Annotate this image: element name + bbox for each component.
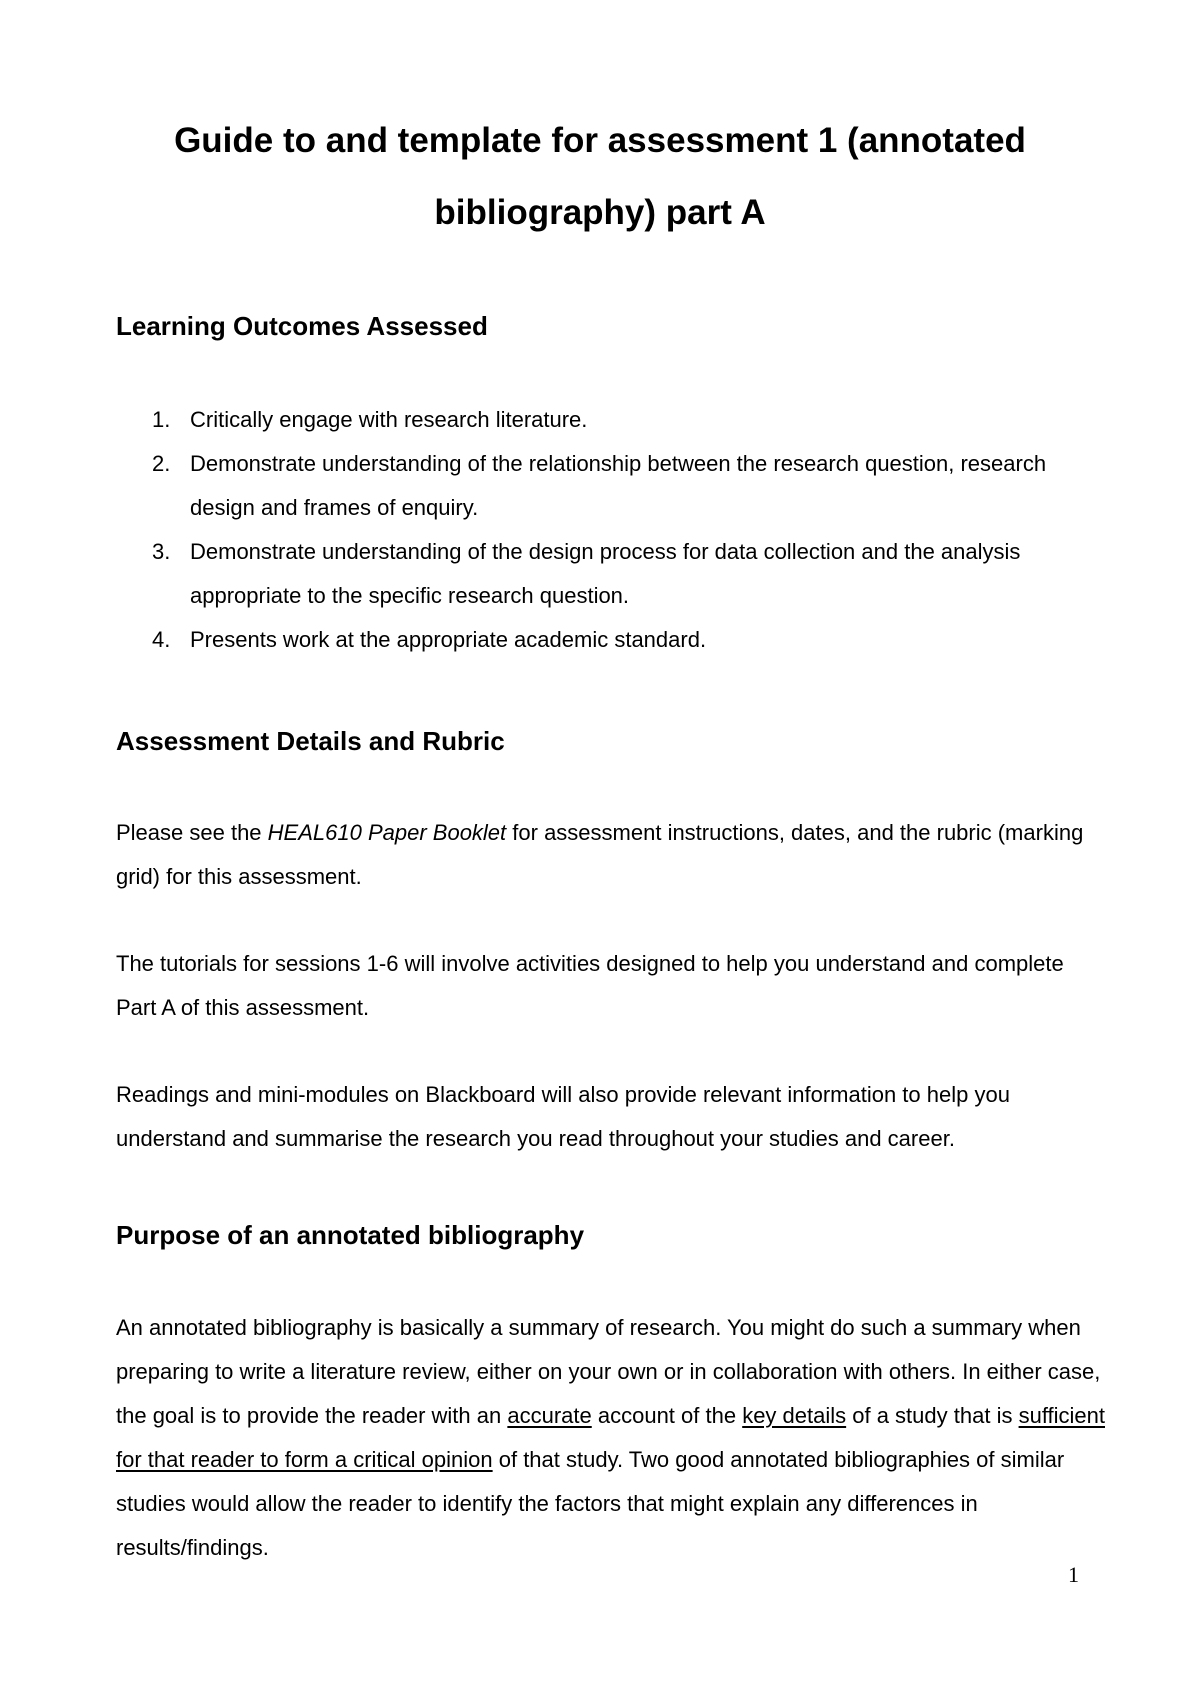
list-item-text: Demonstrate understanding of the design process for data collection and the analysis appropriate to the specific research question.: [190, 539, 1021, 608]
title-line-2: bibliography) part A: [434, 193, 766, 232]
list-item: [116, 398, 1106, 442]
list-item-number: 4.: [152, 627, 171, 652]
list-item-text: Demonstrate understanding of the relationship between the research question, research design and frames of enquiry.: [190, 451, 1047, 520]
paragraph-text: account of the: [591, 1403, 743, 1428]
list-item: [116, 530, 1106, 618]
assessment-details-paragraph-3: Readings and mini-modules on Blackboard will also provide relevant information to help you understand and summarise the research you read throughout your studies and career.: [116, 1082, 1010, 1151]
list-item-number: 3.: [152, 539, 171, 564]
paragraph-text: of a study that is: [846, 1403, 1019, 1428]
list-item-text: Critically engage with research literature.: [190, 407, 588, 432]
purpose-heading: Purpose of an annotated bibliography: [116, 1220, 585, 1250]
assessment-details-heading: Assessment Details and Rubric: [116, 726, 505, 756]
assessment-details-paragraph-1: [116, 811, 1106, 899]
underlined-text: key details: [742, 1403, 847, 1428]
learning-outcomes-list: [116, 398, 1106, 662]
paragraph-text: for assessment instructions, dates, and the rubric (marking grid) for this assessment.: [116, 820, 1084, 889]
purpose-paragraph: [116, 1306, 1106, 1570]
list-item-number: 1.: [152, 407, 171, 432]
title-line-1: Guide to and template for assessment 1 (annotated: [174, 121, 1026, 160]
paragraph-text: An annotated bibliography is basically a summary of research. You might do such a summary when preparing to write a literature review, either on your own or in collaboration with others. In either case, the goal is to provide the reader with an: [116, 1315, 1101, 1428]
list-item: [116, 442, 1106, 530]
document-title: [100, 105, 1100, 249]
paragraph-text: of that study. Two good annotated bibliographies of similar studies would allow the reader to identify the factors that might explain any differences in results/findings.: [116, 1447, 1065, 1560]
list-item-text: Presents work at the appropriate academic standard.: [190, 627, 707, 652]
assessment-details-paragraph-2: The tutorials for sessions 1-6 will involve activities designed to help you understand and complete Part A of this assessment.: [116, 951, 1064, 1020]
underlined-text: sufficient for that reader to form a critical opinion: [116, 1403, 1105, 1472]
booklet-title: HEAL610 Paper Booklet: [267, 820, 507, 845]
page-number: 1: [1068, 1562, 1079, 1587]
list-item-number: 2.: [152, 451, 171, 476]
underlined-text: accurate: [507, 1403, 592, 1428]
paragraph-text: Please see the: [116, 820, 268, 845]
list-item: [116, 618, 1106, 662]
learning-outcomes-heading: Learning Outcomes Assessed: [116, 311, 488, 341]
